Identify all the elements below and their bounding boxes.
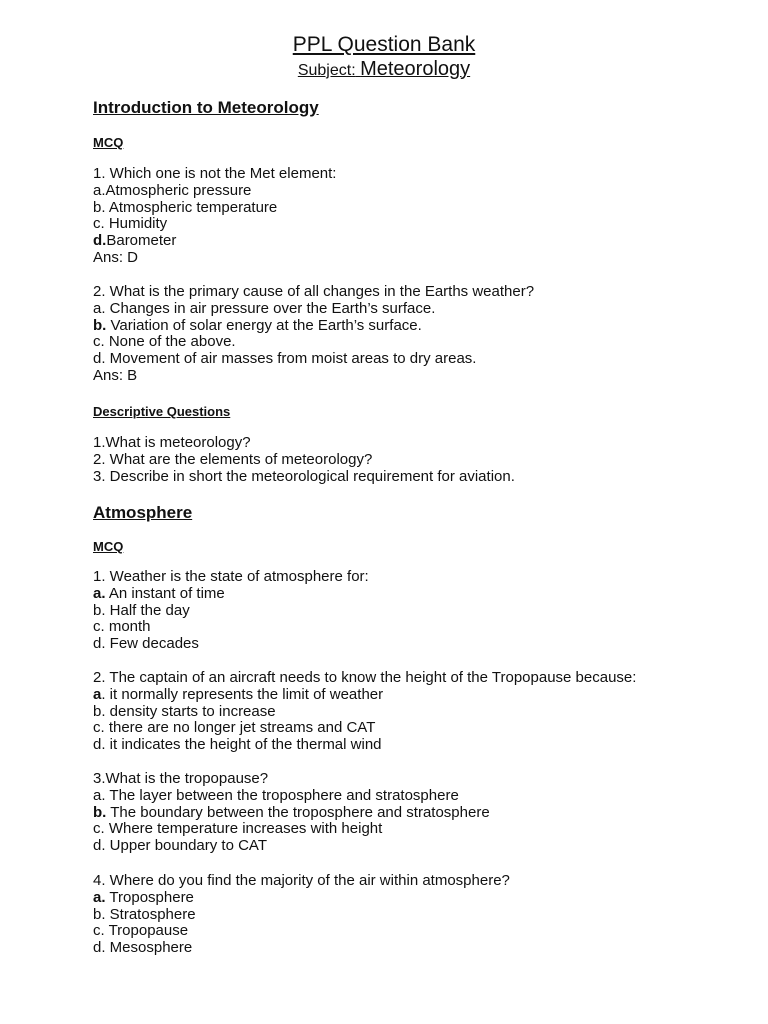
question-stem: 2. What is the primary cause of all changes in the Earths weather?	[93, 283, 535, 300]
option-prefix: d.	[93, 232, 107, 250]
option-c: c. Where temperature increases with height	[93, 820, 383, 838]
option-prefix: a.	[93, 584, 106, 602]
subject-value: Meteorology	[360, 58, 471, 80]
option-c: c. there are no longer jet streams and CAT	[93, 719, 376, 737]
option-a	[93, 687, 636, 704]
option-d	[93, 233, 336, 250]
option-d: d. Movement of air masses from moist areas to dry areas.	[93, 350, 477, 368]
option-a: a. Changes in air pressure over the Earth’s surface.	[93, 299, 436, 317]
document-title: PPL Question Bank	[292, 33, 476, 56]
question-block	[93, 569, 369, 653]
question-stem: 1. Which one is not the Met element:	[93, 165, 337, 182]
answer: Ans: B	[93, 366, 138, 384]
option-prefix: a.	[93, 888, 106, 906]
option-prefix: a	[93, 685, 102, 703]
option-a	[93, 586, 369, 603]
option-d: d. Mesosphere	[93, 939, 193, 957]
option-b	[93, 805, 490, 822]
question-block	[93, 771, 490, 855]
option-text: . it normally represents the limit of weather	[101, 685, 384, 703]
option-text: The boundary between the troposphere and stratosphere	[106, 803, 490, 821]
descriptive-item: 3. Describe in short the meteorological requirement for aviation.	[93, 467, 515, 485]
option-b: b. density starts to increase	[93, 702, 276, 720]
question-block	[93, 873, 510, 957]
document-subject	[0, 57, 768, 83]
option-c: c. None of the above.	[93, 333, 236, 351]
subject-label: Subject:	[297, 62, 356, 79]
option-a	[93, 890, 510, 907]
option-b: b. Atmospheric temperature	[93, 198, 278, 216]
section-heading-introduction: Introduction to Meteorology	[93, 98, 319, 117]
option-c: c. Humidity	[93, 215, 168, 233]
question-stem: 2. The captain of an aircraft needs to know the height of the Tropopause because:	[93, 669, 637, 686]
option-text: Variation of solar energy at the Earth’s surface.	[106, 316, 422, 334]
option-prefix: b.	[93, 803, 107, 821]
question-stem: 4. Where do you find the majority of the air within atmosphere?	[93, 872, 510, 889]
question-stem: 3.What is the tropopause?	[93, 770, 269, 787]
option-text: Troposphere	[105, 888, 194, 906]
descriptive-item: 1.What is meteorology?	[93, 434, 251, 451]
option-c: c. month	[93, 618, 151, 636]
option-d: d. Few decades	[93, 635, 199, 653]
section-heading-atmosphere: Atmosphere	[93, 503, 193, 522]
mcq-label-introduction: MCQ	[93, 135, 124, 150]
option-b	[93, 318, 534, 335]
descriptive-list	[93, 435, 515, 485]
option-b: b. Half the day	[93, 601, 190, 619]
mcq-label-atmosphere: MCQ	[93, 539, 124, 554]
question-block	[93, 166, 336, 267]
answer: Ans: D	[93, 248, 139, 266]
option-a: a.Atmospheric pressure	[93, 181, 252, 199]
option-b: b. Stratosphere	[93, 905, 196, 923]
descriptive-questions-label: Descriptive Questions	[93, 404, 231, 419]
question-block	[93, 670, 636, 754]
option-d: d. Upper boundary to CAT	[93, 837, 267, 855]
option-d: d. it indicates the height of the thermal wind	[93, 736, 382, 754]
descriptive-item: 2. What are the elements of meteorology?	[93, 450, 373, 468]
option-c: c. Tropopause	[93, 922, 189, 940]
option-a: a. The layer between the troposphere and stratosphere	[93, 786, 459, 804]
question-stem: 1. Weather is the state of atmosphere for:	[93, 568, 369, 585]
question-block	[93, 284, 534, 385]
option-prefix: b.	[93, 316, 107, 334]
option-text: An instant of time	[105, 584, 225, 602]
option-text: Barometer	[106, 232, 177, 250]
